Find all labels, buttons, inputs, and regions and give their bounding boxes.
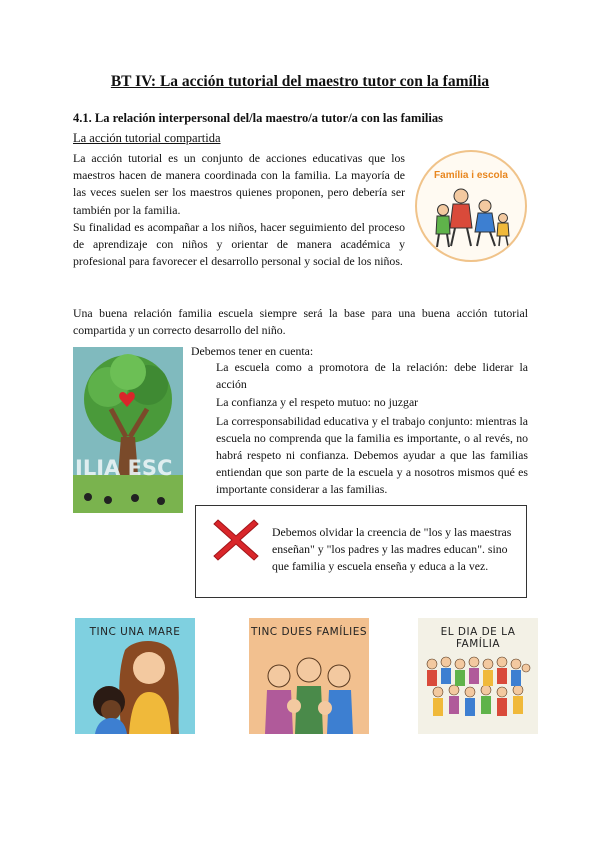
callout-text: Debemos olvidar la creencia de "los y las maestras enseñan" y "los padres y las madres educan". sino que familia y escuela enseña y educa a la vez. bbox=[272, 525, 512, 574]
cross-icon bbox=[210, 514, 262, 566]
card-label: TINC UNA MARE bbox=[89, 626, 181, 638]
paragraph-1: La acción tutorial es un conjunto de acciones educativas que los maestros hacen de manera coordinada con la familia. La mayoría de las veces suelen ser los maestros quienes proponen, pero debería ser también por la familia. bbox=[73, 151, 405, 217]
paragraph-4: Debemos tener en cuenta: bbox=[191, 344, 314, 358]
family-tree-illustration bbox=[73, 347, 183, 513]
card-label: EL DIA DE LA FAMÍLIA bbox=[440, 626, 516, 650]
family-school-illustration bbox=[415, 150, 527, 262]
paragraph-2: Su finalidad es acompañar a los niños, hacer seguimiento del proceso de aprendizaje con niños y orientar de manera académica y profesional para favorecer el desarrollo personal y social de los niños. bbox=[73, 220, 405, 269]
list-item: La confianza y el respeto mutuo: no juzgar bbox=[216, 395, 419, 410]
section-heading: 4.1. La relación interpersonal del/la maestro/a tutor/a con las familias bbox=[73, 111, 443, 125]
tinc-dues-families-image bbox=[249, 618, 369, 734]
subheading: La acción tutorial compartida bbox=[73, 131, 221, 145]
card-label: TINC DUES FAMÍLIES bbox=[250, 626, 368, 638]
list-item: La corresponsabilidad educativa y el trabajo conjunto: mientras la escuela no comprenda que la familia es importante, o al revés, no habrá respeto ni confianza. Debemos ayudar a que las familias entiendan que son parte de la escuela y a nosotros mismos qué es importante considerar a las familias. bbox=[216, 413, 528, 497]
considerations-list bbox=[216, 359, 528, 500]
tinc-una-mare-image bbox=[75, 618, 195, 734]
list-item: La escuela como a promotora de la relación: debe liderar la acción bbox=[216, 360, 528, 392]
el-dia-de-la-familia-image bbox=[418, 618, 538, 734]
circle-label: Família i escola bbox=[434, 170, 508, 181]
page-title: BT IV: La acción tutorial del maestro tutor con la família bbox=[110, 73, 490, 90]
paragraph-3: Una buena relación familia escuela siempre será la base para una buena acción tutorial compartida y un correcto desarrollo del niño. bbox=[73, 306, 528, 338]
tree-label: ILIA ESC bbox=[75, 456, 173, 480]
